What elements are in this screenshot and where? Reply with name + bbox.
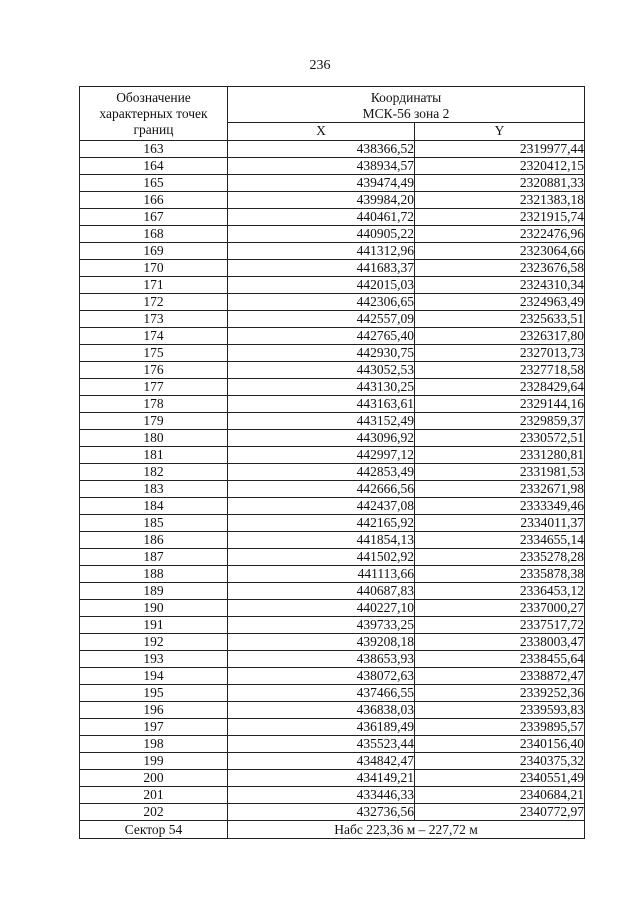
y-coordinate-cell: 2321383,18	[415, 192, 585, 209]
y-coordinate-cell: 2325633,51	[415, 311, 585, 328]
table-row	[80, 226, 585, 243]
coordinates-table	[79, 86, 585, 839]
point-id-cell: 196	[80, 702, 228, 719]
point-id-cell: 163	[80, 141, 228, 158]
point-id-cell: 183	[80, 481, 228, 498]
table-row	[80, 464, 585, 481]
y-coordinate-cell: 2340375,32	[415, 753, 585, 770]
x-coordinate-cell: 438653,93	[228, 651, 415, 668]
x-coordinate-cell: 439474,49	[228, 175, 415, 192]
y-coordinate-cell: 2340684,21	[415, 787, 585, 804]
y-coordinate-cell: 2324963,49	[415, 294, 585, 311]
table-row	[80, 532, 585, 549]
x-coordinate-cell: 439208,18	[228, 634, 415, 651]
y-coordinate-cell: 2327718,58	[415, 362, 585, 379]
header-y: Y	[415, 122, 585, 140]
x-coordinate-cell: 436189,49	[228, 719, 415, 736]
point-id-cell: 176	[80, 362, 228, 379]
table-body	[80, 141, 585, 821]
header-x: X	[228, 122, 415, 140]
point-id-cell: 180	[80, 430, 228, 447]
x-coordinate-cell: 440227,10	[228, 600, 415, 617]
point-id-cell: 198	[80, 736, 228, 753]
x-coordinate-cell: 443130,25	[228, 379, 415, 396]
header-coordinates-system: МСК-56 зона 2	[362, 105, 450, 121]
table-row	[80, 328, 585, 345]
x-coordinate-cell: 443052,53	[228, 362, 415, 379]
table-row	[80, 243, 585, 260]
point-id-cell: 201	[80, 787, 228, 804]
table-row	[80, 362, 585, 379]
table-row	[80, 447, 585, 464]
table-row	[80, 753, 585, 770]
x-coordinate-cell: 441854,13	[228, 532, 415, 549]
y-coordinate-cell: 2331981,53	[415, 464, 585, 481]
table-row	[80, 345, 585, 362]
y-coordinate-cell: 2337517,72	[415, 617, 585, 634]
y-coordinate-cell: 2338003,47	[415, 634, 585, 651]
table-row	[80, 736, 585, 753]
point-id-cell: 179	[80, 413, 228, 430]
y-coordinate-cell: 2323676,58	[415, 260, 585, 277]
y-coordinate-cell: 2338455,64	[415, 651, 585, 668]
point-id-cell: 166	[80, 192, 228, 209]
point-id-cell: 175	[80, 345, 228, 362]
point-id-cell: 173	[80, 311, 228, 328]
table-row	[80, 515, 585, 532]
table-row	[80, 413, 585, 430]
table-row	[80, 481, 585, 498]
point-id-cell: 164	[80, 158, 228, 175]
point-id-cell: 191	[80, 617, 228, 634]
point-id-cell: 193	[80, 651, 228, 668]
table-row	[80, 379, 585, 396]
point-id-cell: 192	[80, 634, 228, 651]
x-coordinate-cell: 442437,08	[228, 498, 415, 515]
point-id-cell: 190	[80, 600, 228, 617]
x-coordinate-cell: 438072,63	[228, 668, 415, 685]
table-row	[80, 583, 585, 600]
y-coordinate-cell: 2327013,73	[415, 345, 585, 362]
table-row	[80, 396, 585, 413]
y-coordinate-cell: 2328429,64	[415, 379, 585, 396]
point-id-cell: 199	[80, 753, 228, 770]
point-id-cell: 197	[80, 719, 228, 736]
header-coordinates-title: Координаты	[370, 89, 442, 105]
y-coordinate-cell: 2335278,28	[415, 549, 585, 566]
point-id-cell: 194	[80, 668, 228, 685]
table-row	[80, 277, 585, 294]
y-coordinate-cell: 2320881,33	[415, 175, 585, 192]
x-coordinate-cell: 440461,72	[228, 209, 415, 226]
y-coordinate-cell: 2339593,83	[415, 702, 585, 719]
y-coordinate-cell: 2331280,81	[415, 447, 585, 464]
x-coordinate-cell: 442930,75	[228, 345, 415, 362]
header-point-designation: Обозначение характерных точек границ	[80, 87, 228, 141]
x-coordinate-cell: 434149,21	[228, 770, 415, 787]
table-row	[80, 192, 585, 209]
y-coordinate-cell: 2329144,16	[415, 396, 585, 413]
table-row	[80, 158, 585, 175]
point-id-cell: 170	[80, 260, 228, 277]
point-id-cell: 174	[80, 328, 228, 345]
table-row	[80, 498, 585, 515]
point-id-cell: 165	[80, 175, 228, 192]
point-id-cell: 195	[80, 685, 228, 702]
point-id-cell: 200	[80, 770, 228, 787]
point-id-cell: 184	[80, 498, 228, 515]
point-id-cell: 185	[80, 515, 228, 532]
x-coordinate-cell: 432736,56	[228, 804, 415, 821]
y-coordinate-cell: 2340551,49	[415, 770, 585, 787]
y-coordinate-cell: 2334655,14	[415, 532, 585, 549]
table-row	[80, 668, 585, 685]
page-number: 236	[309, 58, 331, 73]
x-coordinate-cell: 441113,66	[228, 566, 415, 583]
point-id-cell: 178	[80, 396, 228, 413]
x-coordinate-cell: 442557,09	[228, 311, 415, 328]
x-coordinate-cell: 443163,61	[228, 396, 415, 413]
point-id-cell: 187	[80, 549, 228, 566]
y-coordinate-cell: 2339895,57	[415, 719, 585, 736]
table-row	[80, 617, 585, 634]
table-row	[80, 600, 585, 617]
y-coordinate-cell: 2333349,46	[415, 498, 585, 515]
x-coordinate-cell: 436838,03	[228, 702, 415, 719]
y-coordinate-cell: 2337000,27	[415, 600, 585, 617]
point-id-cell: 169	[80, 243, 228, 260]
x-coordinate-cell: 441312,96	[228, 243, 415, 260]
y-coordinate-cell: 2339252,36	[415, 685, 585, 702]
table-header	[80, 87, 585, 141]
x-coordinate-cell: 434842,47	[228, 753, 415, 770]
table-row	[80, 634, 585, 651]
y-coordinate-cell: 2340156,40	[415, 736, 585, 753]
table-row	[80, 294, 585, 311]
table-row	[80, 311, 585, 328]
point-id-cell: 182	[80, 464, 228, 481]
y-coordinate-cell: 2329859,37	[415, 413, 585, 430]
y-coordinate-cell: 2330572,51	[415, 430, 585, 447]
point-id-cell: 168	[80, 226, 228, 243]
sector-height-range: Набс 223,36 м – 227,72 м	[228, 821, 585, 839]
y-coordinate-cell: 2326317,80	[415, 328, 585, 345]
x-coordinate-cell: 433446,33	[228, 787, 415, 804]
table-row	[80, 549, 585, 566]
y-coordinate-cell: 2320412,15	[415, 158, 585, 175]
x-coordinate-cell: 442765,40	[228, 328, 415, 345]
table-row	[80, 685, 585, 702]
sector-label: Сектор 54	[80, 821, 228, 839]
x-coordinate-cell: 441683,37	[228, 260, 415, 277]
y-coordinate-cell: 2332671,98	[415, 481, 585, 498]
point-id-cell: 177	[80, 379, 228, 396]
x-coordinate-cell: 437466,55	[228, 685, 415, 702]
table-row	[80, 175, 585, 192]
table-row	[80, 804, 585, 821]
x-coordinate-cell: 439733,25	[228, 617, 415, 634]
x-coordinate-cell: 442853,49	[228, 464, 415, 481]
point-id-cell: 186	[80, 532, 228, 549]
y-coordinate-cell: 2335878,38	[415, 566, 585, 583]
y-coordinate-cell: 2324310,34	[415, 277, 585, 294]
point-id-cell: 202	[80, 804, 228, 821]
y-coordinate-cell: 2340772,97	[415, 804, 585, 821]
sector-row	[80, 821, 585, 839]
y-coordinate-cell: 2334011,37	[415, 515, 585, 532]
x-coordinate-cell: 440905,22	[228, 226, 415, 243]
table-row	[80, 141, 585, 158]
table-row	[80, 651, 585, 668]
point-id-cell: 167	[80, 209, 228, 226]
x-coordinate-cell: 442306,65	[228, 294, 415, 311]
point-id-cell: 171	[80, 277, 228, 294]
x-coordinate-cell: 443096,92	[228, 430, 415, 447]
y-coordinate-cell: 2321915,74	[415, 209, 585, 226]
table-row	[80, 566, 585, 583]
y-coordinate-cell: 2336453,12	[415, 583, 585, 600]
point-id-cell: 181	[80, 447, 228, 464]
x-coordinate-cell: 442997,12	[228, 447, 415, 464]
point-id-cell: 189	[80, 583, 228, 600]
x-coordinate-cell: 438934,57	[228, 158, 415, 175]
table-row	[80, 260, 585, 277]
y-coordinate-cell: 2323064,66	[415, 243, 585, 260]
y-coordinate-cell: 2322476,96	[415, 226, 585, 243]
table-row	[80, 430, 585, 447]
table-row	[80, 719, 585, 736]
table-row	[80, 787, 585, 804]
y-coordinate-cell: 2338872,47	[415, 668, 585, 685]
point-id-cell: 172	[80, 294, 228, 311]
table-row	[80, 209, 585, 226]
x-coordinate-cell: 443152,49	[228, 413, 415, 430]
y-coordinate-cell: 2319977,44	[415, 141, 585, 158]
x-coordinate-cell: 440687,83	[228, 583, 415, 600]
x-coordinate-cell: 442015,03	[228, 277, 415, 294]
x-coordinate-cell: 439984,20	[228, 192, 415, 209]
x-coordinate-cell: 438366,52	[228, 141, 415, 158]
x-coordinate-cell: 442666,56	[228, 481, 415, 498]
x-coordinate-cell: 442165,92	[228, 515, 415, 532]
x-coordinate-cell: 441502,92	[228, 549, 415, 566]
table-row	[80, 770, 585, 787]
x-coordinate-cell: 435523,44	[228, 736, 415, 753]
point-id-cell: 188	[80, 566, 228, 583]
table-row	[80, 702, 585, 719]
header-coordinates	[228, 87, 585, 123]
